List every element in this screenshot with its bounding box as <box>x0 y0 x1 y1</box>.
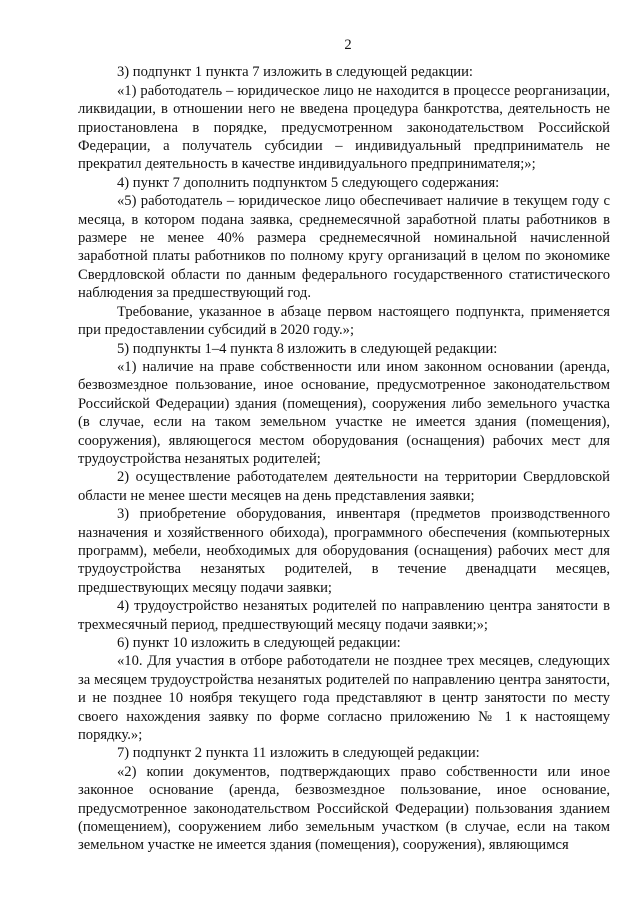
paragraph-1: 3) подпункт 1 пункта 7 изложить в следующей редакции: <box>117 64 473 81</box>
paragraph-13: 7) подпункт 2 пункта 11 изложить в следующей редакции: <box>117 745 480 762</box>
page-number: 2 <box>344 37 352 53</box>
paragraph-9: 3) приобретение оборудования, инвентаря (предметов производственного назначения и хозяйственного обихода), программного обеспечения (компьютерных программ), мебели, необходимых для оборудования (оснащения) рабочих мест для трудоустройства незанятых родителей, в течение двенадцати месяцев, предшествующих месяцу подачи заявки; <box>78 506 610 596</box>
paragraph-14: «2) копии документов, подтверждающих право собственности или иное законное основание (аренда, безвозмездное пользование, иное основание, предусмотренное законодательством Российской Федерации) пользования зданием (помещением), сооружением либо земельным участком (в случае, если на таком земельном участке не имеется здания (помещения), сооружения), являющимся <box>78 763 610 854</box>
paragraph-11: 6) пункт 10 изложить в следующей редакции: <box>117 635 401 651</box>
paragraph-5: Требование, указанное в абзаце первом настоящего подпункта, применяется при предоставлении субсидий в 2020 году.»; <box>78 303 610 339</box>
paragraph-6: 5) подпункты 1–4 пункта 8 изложить в следующей редакции: <box>117 340 498 357</box>
paragraph-8: 2) осуществление работодателем деятельности на территории Свердловской области не менее шести месяцев на день представления заявки; <box>78 469 610 504</box>
paragraph-7: «1) наличие на праве собственности или ином законном основании (аренда, безвозмездное пользование, иное основание, предусмотренное законодательством Российской Федерации) здания (помещения), сооружения либо земельного участка (в случае, если на таком земельном участке не имеется здания (помещения), сооружения), являющегося местом оборудования (оснащения) рабочих мест для трудоустройства незанятых родителей; <box>78 358 610 467</box>
paragraph-2: «1) работодатель – юридическое лицо не находится в процессе реорганизации, ликвидации, в отношении него не введена процедура банкротства, деятельность не приостановлена в порядке, предусмотренном законодательством Российской Федерации, а получатель субсидии – индивидуальный предприниматель не прекратил деятельность в качестве индивидуального предпринимателя;»; <box>78 82 610 173</box>
paragraph-12: «10. Для участия в отборе работодатели не позднее трех месяцев, следующих за месяцем трудоустройства незанятых родителей по направлению центра занятости, и не позднее 10 ноября текущего года представляют в центр занятости по месту своего нахождения заявку по форме согласно приложению № 1 к настоящему порядку.»; <box>78 653 610 744</box>
paragraph-10: 4) трудоустройство незанятых родителей по направлению центра занятости в трехмесячный период, предшествующий месяцу подачи заявки;»; <box>78 598 610 633</box>
document-page <box>78 36 610 855</box>
paragraph-4: «5) работодатель – юридическое лицо обеспечивает наличие в текущем году с месяца, в котором подана заявка, среднемесячной заработной платы работников в размере не менее 40% размера среднемесячной номинальной начисленной заработной платы работников по полному кругу организаций в целом по экономике Свердловской области по данным федерального государственного статистического наблюдения за предшествующий год. <box>78 193 610 302</box>
paragraph-3: 4) пункт 7 дополнить подпунктом 5 следующего содержания: <box>117 174 500 191</box>
